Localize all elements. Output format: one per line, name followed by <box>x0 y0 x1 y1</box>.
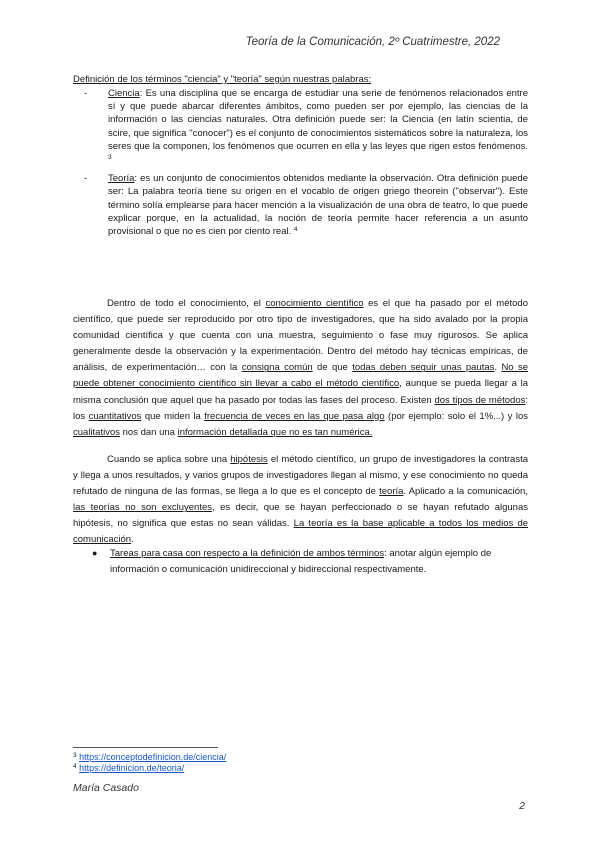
footnotes <box>73 752 226 774</box>
homework-item <box>92 546 532 577</box>
text-run: : los <box>73 394 528 422</box>
definition-body <box>108 87 528 166</box>
list-dash: - <box>84 88 88 99</box>
underlined-phrase: No se puede obtener conocimiento científico sin llevar a cabo el método científico <box>73 362 528 390</box>
underlined-phrase: todas deben seguir unas pautas <box>352 362 495 374</box>
definition-term: Ciencia <box>108 88 140 99</box>
definition-term: Teoría <box>108 173 135 185</box>
text-run: el método científico, un grupo de investigadores la contrasta y llega a unos resultados, y varios grupos de investigadores llegan al mismo, y ese conocimiento no queda refutado de ninguna de las formas, se llega a lo que es el concepto de <box>73 454 529 498</box>
text-run: es el que ha pasado por el método científico, que puede ser reproducido por otro tipo de investigadores, que ha sido avalado por la propia comunidad científica y que cuenta con una muestra, seguimiento o fase muy rigurosos. Se aplica generalmente desde la observación y la experimentación. Dentro del método hay técnicas empíricas, de análisis, de experimentación… con la <box>73 298 528 374</box>
page-number: 2 <box>519 800 525 812</box>
bullet-icon: ● <box>92 548 98 558</box>
definition-body <box>108 172 528 238</box>
text-run: de que <box>312 362 353 374</box>
footnote-item <box>73 763 226 774</box>
text-run: . Aplicado a la comunicación, <box>403 486 528 498</box>
author-name: María Casado <box>73 782 139 794</box>
underlined-phrase: información detallada que no es tan numérica. <box>177 426 373 438</box>
list-dash: - <box>84 173 88 185</box>
text-run: , aunque se pueda llegar a la misma conclusión que aquel que ha pasado por todas las fases del proceso. Existen <box>73 378 529 406</box>
definition-text: : Es una disciplina que se encarga de estudiar una serie de fenómenos relacionados entre sí y que puede abarcar diferentes ámbitos, como pueden ser por ejemplo, las ciencias de la información o las ciencias naturales. Otra definición puede ser: la Ciencia (en latín scientia, de scire, que significa "conocer") es el conjunto de conocimientos sistemáticos sobre la naturaleza, los seres que la componen, los fenómenos que ocurren en ella y las leyes que rigen estos fenómenos. <box>108 88 528 152</box>
underlined-phrase: teoría <box>379 486 404 498</box>
underlined-phrase: hipótesis <box>230 454 268 465</box>
underlined-phrase: dos tipos de métodos <box>434 394 526 406</box>
underlined-phrase: conocimiento científico <box>265 298 364 309</box>
definition-item-teoria <box>84 172 528 238</box>
text-run: nos dan una <box>120 426 178 438</box>
footnote-divider <box>73 747 218 748</box>
text-run: que miden la <box>141 410 205 422</box>
text-run: . <box>494 362 502 374</box>
footnote-ref[interactable]: 4 <box>293 226 298 234</box>
text-run: . <box>131 534 134 546</box>
paragraph-conocimiento-cientifico <box>73 296 528 441</box>
footnote-link-ciencia[interactable]: https://conceptodefinicion.de/ciencia/ <box>79 752 227 762</box>
homework-text: : anotar algún ejemplo de información o comunicación unidireccional y bidireccional respectivamente. <box>110 548 492 575</box>
homework-title: Tareas para casa con respecto a la definición de ambos términos <box>110 548 385 559</box>
section-title: Definición de los términos "ciencia" y "teoría" según nuestras palabras: <box>73 74 372 85</box>
homework-body <box>110 546 532 577</box>
text-run: Cuando se aplica sobre una <box>107 454 231 465</box>
text-run: Dentro de todo el conocimiento, el <box>107 298 266 309</box>
paragraph-teoria <box>73 452 528 549</box>
underlined-phrase: las teorías no son excluyentes <box>73 502 212 514</box>
footnote-number: 4 <box>73 763 77 770</box>
footnote-ref[interactable]: 3 <box>108 154 112 162</box>
page-header: Teoría de la Comunicación, 2º Cuatrimestre, 2022 <box>245 36 500 48</box>
underlined-phrase: cualitativos <box>73 426 120 438</box>
text-run: (por ejemplo: solo el 1%...) y los <box>384 410 528 422</box>
definition-text: : es un conjunto de conocimientos obtenidos mediante la observación. Otra definición puede ser: La palabra teoría tiene su origen en el vocablo de origen griego theorein ("observar"). Este término solía emplearse para hacer mención a la visualización de una obra de teatro, lo que puede explicar porque, en la actualidad, la noción de teoría permite hacer referencia a un asunto provisional o que no es cien por ciento real. <box>108 173 528 238</box>
text-run: , es decir, que se hayan perfeccionado o se hayan refutado algunas hipótesis, no significa que estas no sean válidas. <box>73 502 528 530</box>
definitions-list <box>84 87 528 244</box>
underlined-phrase: La teoría es la base aplicable a todos los medios de comunicación <box>73 518 529 546</box>
footnote-link-teoria[interactable]: https://definicion.de/teoria/ <box>79 763 185 773</box>
underlined-phrase: frecuencia de veces en las que pasa algo <box>204 410 385 422</box>
definition-item-ciencia <box>84 87 528 166</box>
underlined-phrase: consigna común <box>241 362 313 374</box>
footnote-number: 3 <box>73 752 77 759</box>
underlined-phrase: cuantitativos <box>88 410 142 422</box>
footnote-item <box>73 752 226 763</box>
